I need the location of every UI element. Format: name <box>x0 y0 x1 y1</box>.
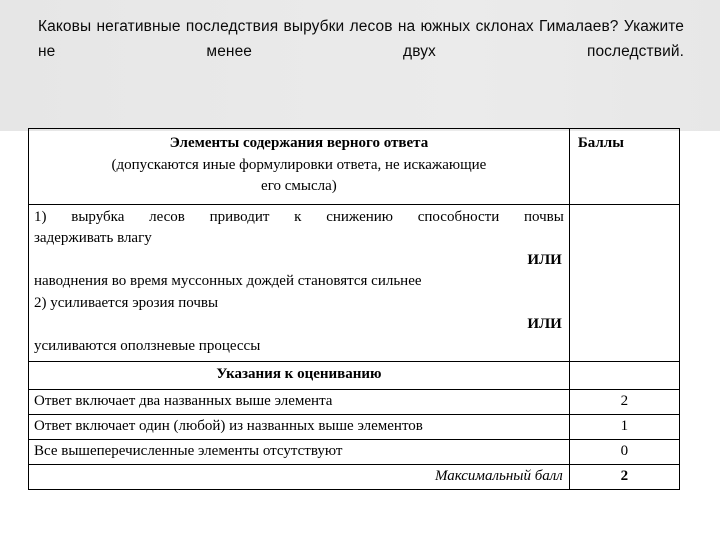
rule-text-cell <box>29 389 570 414</box>
section-title-score-cell <box>569 362 679 390</box>
rule-text: Ответ включает два названных выше элемента <box>34 392 333 409</box>
criteria-item-1-line-1: 1) вырубка лесов приводит к снижению способности почвы <box>34 208 564 225</box>
rule-text-cell <box>29 439 570 464</box>
max-score-value-cell <box>569 464 679 489</box>
criteria-row <box>29 204 680 362</box>
rule-score-cell <box>569 414 679 439</box>
rule-text: Ответ включает один (любой) из названных выше элементов <box>34 417 423 434</box>
section-title-row <box>29 362 680 390</box>
answer-key-table <box>28 128 680 490</box>
table-row <box>29 439 680 464</box>
criteria-or-separator-2: ИЛИ <box>527 316 562 332</box>
section-title-score-value <box>570 362 679 369</box>
rule-score: 0 <box>620 442 629 459</box>
criteria-item-1-line-2: задерживать влагу <box>34 230 152 246</box>
rule-score: 1 <box>620 417 629 434</box>
max-score-label-cell <box>29 464 570 489</box>
header-cell-score <box>569 129 679 205</box>
rule-text-cell <box>29 414 570 439</box>
header-score-label: Баллы <box>577 135 624 151</box>
max-score-label: Максимальный балл <box>435 467 563 484</box>
criteria-or-separator-1: ИЛИ <box>527 251 562 268</box>
table-header-row <box>29 129 680 205</box>
max-score-value: 2 <box>620 467 629 484</box>
criteria-item-1-alternative: наводнения во время муссонных дождей становятся сильнее <box>34 273 422 289</box>
criteria-item-2-alternative: усиливаются оползневые процессы <box>34 337 261 354</box>
criteria-score-value <box>570 205 679 212</box>
header-content-line-2: (допускаются иные формулировки ответа, не искажающие <box>111 156 487 173</box>
header-content-line-3: его смысла) <box>261 178 337 194</box>
section-title-cell <box>29 362 570 390</box>
table-row <box>29 389 680 414</box>
question-text: Каковы негативные последствия вырубки лесов на южных склонах Гималаев? Укажите не менее двух последствий. <box>38 18 684 60</box>
rule-score-cell <box>569 389 679 414</box>
section-title-text: Указания к оцениванию <box>216 366 382 382</box>
header-content-line-1: Элементы содержания верного ответа <box>169 135 429 151</box>
criteria-item-2: 2) усиливается эрозия почвы <box>34 294 219 311</box>
rule-score: 2 <box>620 392 629 409</box>
max-score-row <box>29 464 680 489</box>
criteria-score-cell <box>569 204 679 362</box>
rule-text: Все вышеперечисленные элементы отсутствуют <box>34 442 343 459</box>
header-cell-content <box>29 129 570 205</box>
criteria-cell <box>29 204 570 362</box>
rule-score-cell <box>569 439 679 464</box>
table-row <box>29 414 680 439</box>
